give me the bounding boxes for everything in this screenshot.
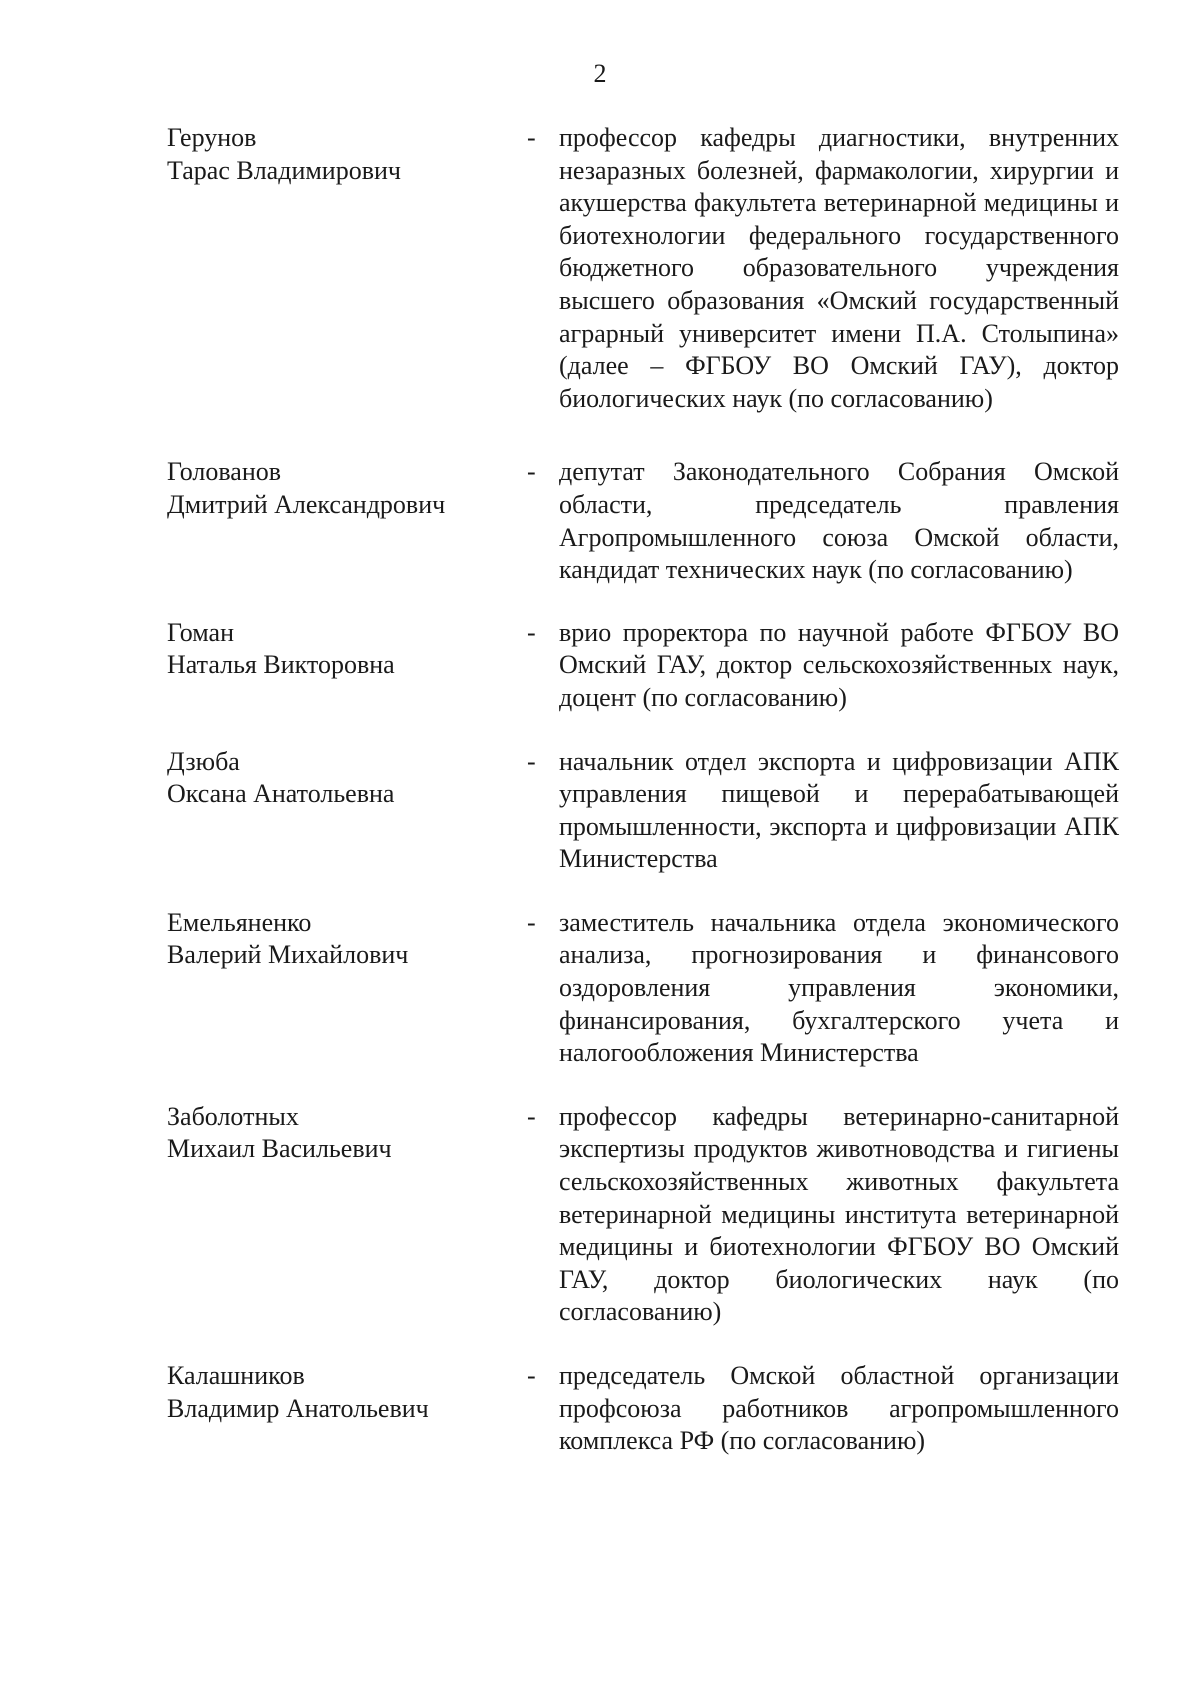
member-description: врио проректора по научной работе ФГБОУ ВО Омский ГАУ, доктор сельскохозяйственных наук, доцент (по согласованию) (559, 617, 1119, 712)
member-surname: Дзюба (167, 746, 240, 776)
member-name (167, 1360, 527, 1425)
member-description: председатель Омской областной организации профсоюза работников агропромышленного комплекса РФ (по согласованию) (559, 1361, 1119, 1456)
member-given-names: Владимир Анатольевич (167, 1393, 429, 1423)
member-entry (167, 907, 1127, 1070)
member-surname: Голованов (167, 457, 282, 487)
member-list (167, 122, 1127, 1458)
member-name (167, 907, 527, 972)
dash-separator: - (527, 617, 536, 647)
member-entry (167, 617, 1127, 715)
member-surname: Калашников (167, 1361, 305, 1390)
dash-separator: - (527, 457, 536, 487)
member-given-names: Дмитрий Александрович (167, 489, 446, 519)
member-description: начальник отдел экспорта и цифровизации АПК управления пищевой и перерабатывающей промышленности, экспорта и цифровизации АПК Министерства (559, 746, 1119, 874)
member-entry (167, 1101, 1127, 1329)
member-name (167, 456, 527, 521)
member-surname: Емельяненко (167, 907, 312, 937)
member-name (167, 1101, 527, 1166)
page-number: 2 (593, 59, 607, 88)
dash-separator: - (527, 1101, 536, 1131)
member-given-names: Михаил Васильевич (167, 1134, 392, 1164)
member-description: профессор кафедры ветеринарно-санитарной экспертизы продуктов животноводства и гигиены сельскохозяйственных животных факультета ветеринарной медицины института ветеринарной медицины и биотехнологии ФГБОУ ВО Омский ГАУ, доктор биологических наук (по согласованию) (559, 1101, 1119, 1327)
member-description: заместитель начальника отдела экономического анализа, прогнозирования и финансового оздоровления управления экономики, финансирования, бухгалтерского учета и налогообложения Министерства (559, 907, 1119, 1068)
dash-separator: - (527, 1361, 536, 1390)
member-given-names: Тарас Владимирович (167, 155, 401, 185)
member-description: профессор кафедры диагностики, внутренних незаразных болезней, фармакологии, хирургии и акушерства факультета ветеринарной медицины и биотехнологии федерального государственного бюджетного образовательного учреждения высшего образования «Омский государственный аграрный университет имени П.А. Столыпина» (далее – ФГБОУ ВО Омский ГАУ), доктор биологических наук (по согласованию) (559, 123, 1119, 413)
dash-separator: - (527, 746, 536, 776)
member-surname: Герунов (167, 123, 257, 152)
member-name (167, 122, 527, 187)
member-given-names: Валерий Михайлович (167, 940, 409, 970)
member-given-names: Наталья Викторовна (167, 650, 395, 680)
member-entry (167, 1360, 1127, 1458)
member-surname: Гоман (167, 617, 234, 647)
member-given-names: Оксана Анатольевна (167, 779, 395, 809)
dash-separator: - (527, 907, 536, 937)
dash-separator: - (527, 123, 536, 152)
member-surname: Заболотных (167, 1101, 299, 1131)
member-name (167, 617, 527, 682)
member-description: депутат Законодательного Собрания Омской области, председатель правления Агропромышленного союза Омской области, кандидат технических наук (по согласованию) (559, 457, 1119, 585)
member-entry (167, 456, 1127, 586)
member-entry (167, 122, 1127, 415)
member-entry (167, 746, 1127, 876)
member-name (167, 746, 527, 811)
